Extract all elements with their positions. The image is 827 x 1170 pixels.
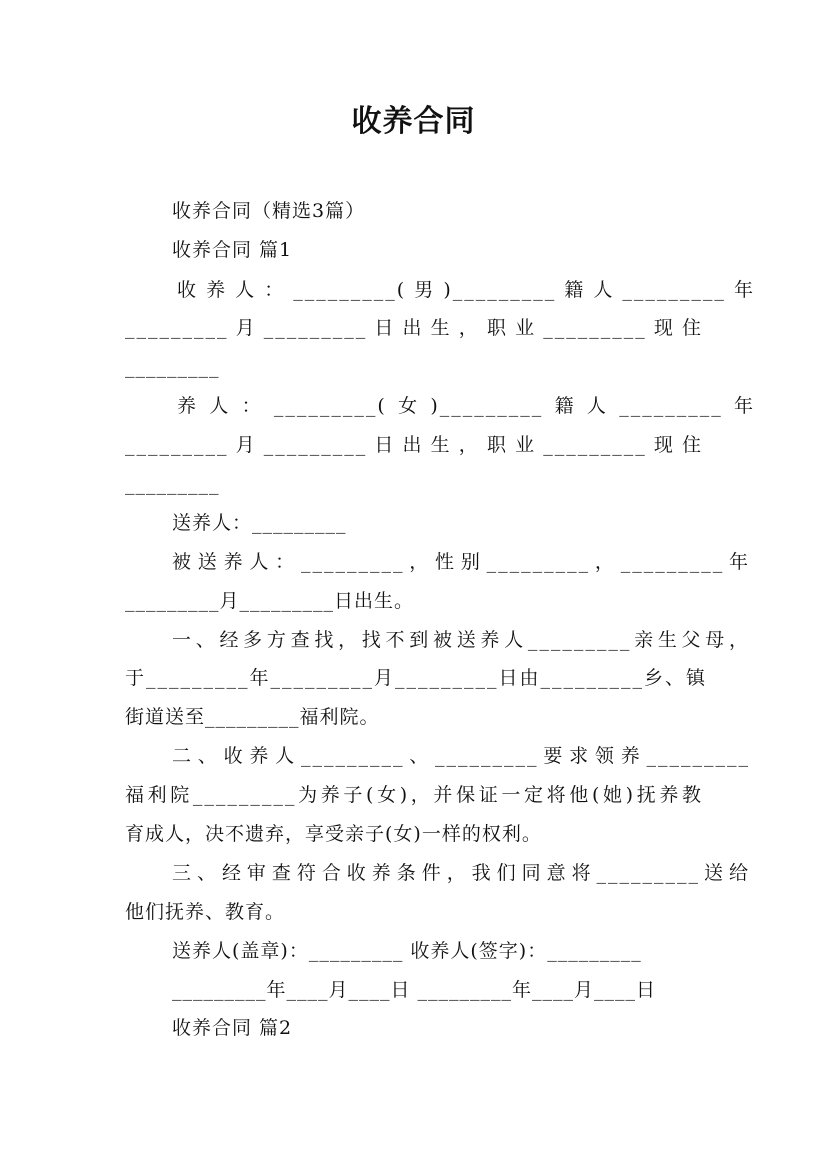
section-heading-1: 收养合同 篇1 xyxy=(172,239,293,261)
clause-2-line-2: 福利院_________为养子(女)，并保证一定将他(她)抚养教 xyxy=(125,784,703,806)
document-title: 收养合同 xyxy=(351,104,476,139)
clause-2-line-3: 育成人，决不遗弃，享受亲子(女)一样的权利。 xyxy=(125,823,542,845)
adopter-female-address-line: _________ xyxy=(125,473,220,495)
clause-3-line-1: 三、经审查符合收养条件，我们同意将_________送给 xyxy=(172,862,750,884)
adopter-male-address-line: _________ xyxy=(125,356,220,378)
signature-line: 送养人(盖章)：_________ 收养人(签字)：_________ xyxy=(172,940,642,962)
clause-1-line-1: 一、经多方查找，找不到被送养人_________亲生父母， xyxy=(172,629,750,651)
date-line: _________年____月____日 _________年____月____日 xyxy=(172,979,657,1001)
section-heading-2: 收养合同 篇2 xyxy=(172,1017,293,1039)
adopter-female-birth-line: _________月_________日出生，职业_________现住 xyxy=(125,434,703,456)
adopter-male-line: 收养人：_________(男)_________籍人_________年 xyxy=(177,279,755,301)
clause-1-line-2: 于_________年_________月_________日由_________乡、镇 xyxy=(125,667,708,689)
adoptee-line: 被送养人：_________，性别_________，_________年 xyxy=(172,551,750,573)
adoptee-birth-line: _________月_________日出生。 xyxy=(125,590,415,612)
adopter-female-line: 养人：_________(女)_________籍人_________年 xyxy=(177,395,755,417)
document-subtitle: 收养合同（精选3篇） xyxy=(172,200,366,222)
clause-3-line-2: 他们抚养、教育。 xyxy=(125,901,286,923)
clause-1-line-3: 街道送至_________福利院。 xyxy=(125,706,380,728)
adopter-male-birth-line: _________月_________日出生，职业_________现住 xyxy=(125,317,703,339)
sender-line: 送养人：_________ xyxy=(172,512,347,534)
clause-2-line-1: 二、收养人_________、_________要求领养_________ xyxy=(172,745,750,767)
